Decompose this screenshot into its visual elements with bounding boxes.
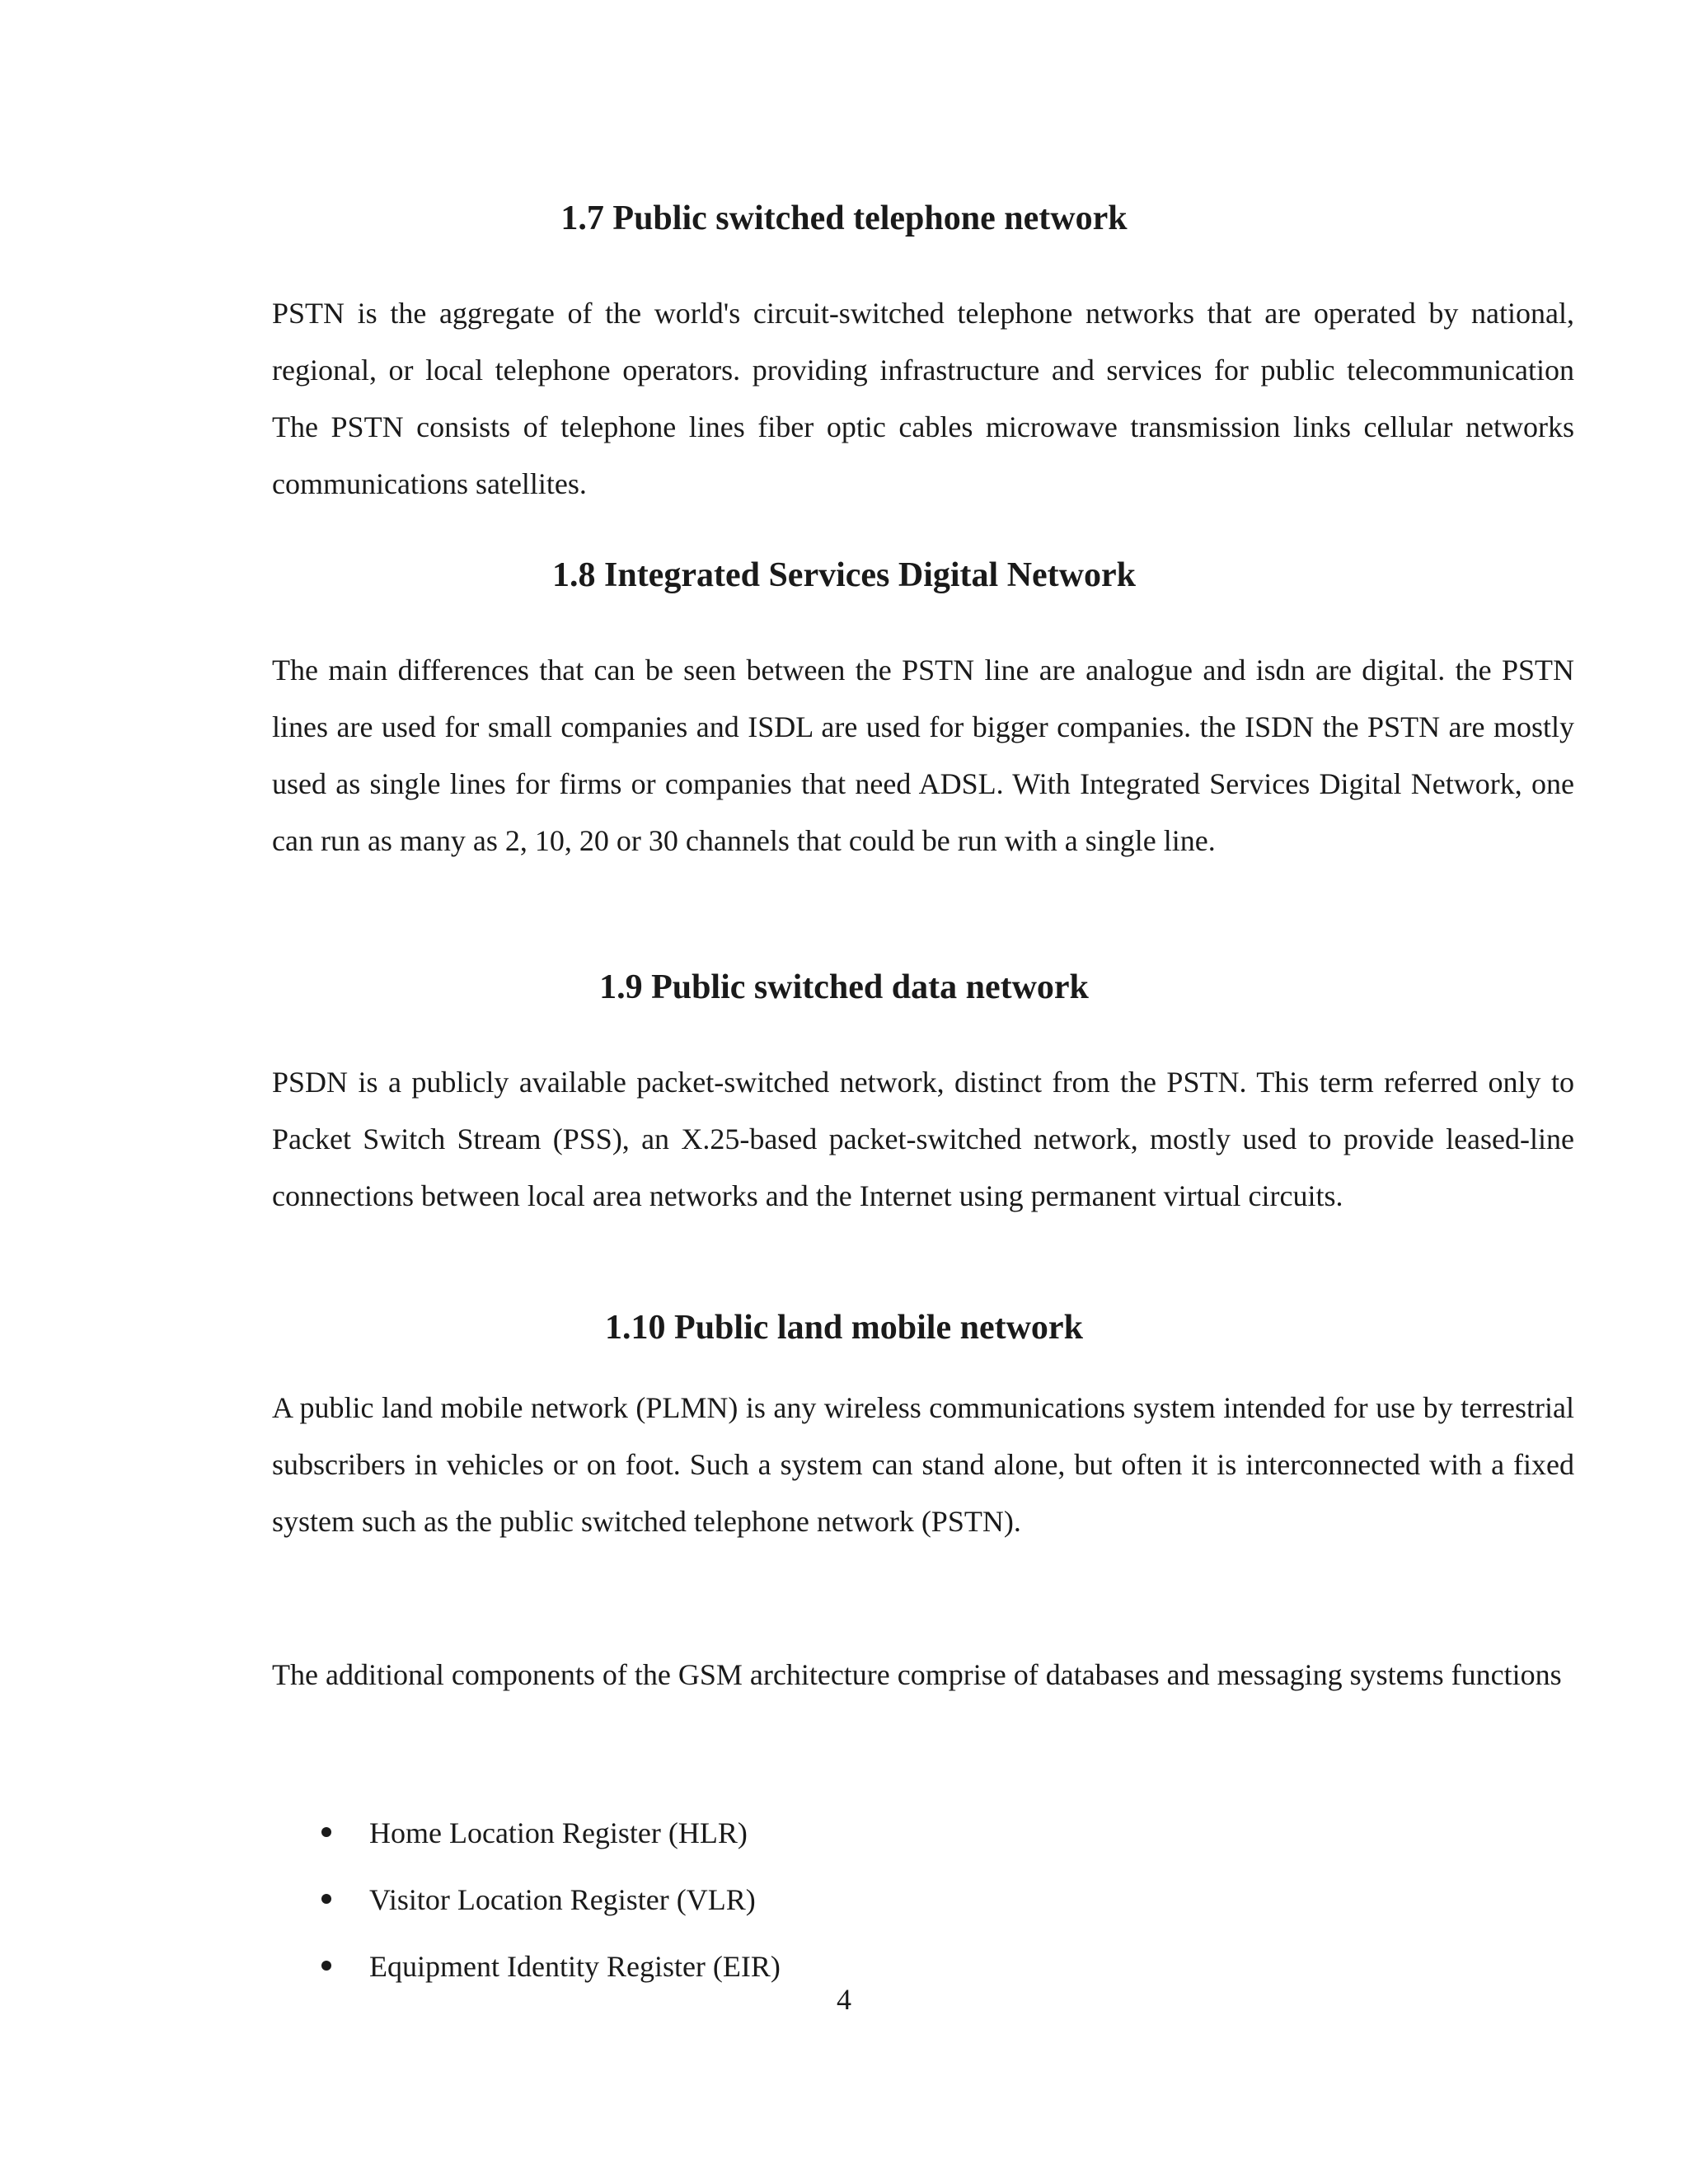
list-item-text: Equipment Identity Register (EIR) [369, 1950, 781, 1983]
section-heading-1-10: 1.10 Public land mobile network [605, 1309, 1083, 1347]
bullet-icon [321, 1961, 331, 1971]
page-number: 4 [837, 1983, 851, 2016]
section-heading-1-9: 1.9 Public switched data network [599, 968, 1089, 1006]
gsm-components-intro: The additional components of the GSM architecture comprise of databases and messaging systems functions [272, 1658, 1562, 1691]
bullet-icon [321, 1827, 331, 1837]
section-heading-1-7: 1.7 Public switched telephone network [560, 199, 1128, 237]
list-item-text: Visitor Location Register (VLR) [369, 1883, 756, 1916]
section-body-1-8: The main differences that can be seen between the PSTN line are analogue and isdn are digital. the PSTN lines are used for small companies and ISDL are used for bigger companies. the ISDN the PSTN are mostly used as single lines for firms or companies that need ADSL. With Integrated Services Digital Network, one can run as many as 2, 10, 20 or 30 channels that could be run with a single line. [272, 654, 1574, 857]
section-body-1-7: PSTN is the aggregate of the world's circuit-switched telephone networks that are operated by national, regional, or local telephone operators. providing infrastructure and services for public telecommunication The PSTN consists of telephone lines fiber optic cables microwave transmission links cellular networks communications satellites. [272, 297, 1574, 500]
list-item-text: Home Location Register (HLR) [369, 1816, 748, 1849]
section-body-1-9: PSDN is a publicly available packet-switched network, distinct from the PSTN. This term referred only to Packet Switch Stream (PSS), an X.25-based packet-switched network, mostly used to provide leased-line connections between local area networks and the Internet using permanent virtual circuits. [272, 1066, 1574, 1212]
section-body-1-10: A public land mobile network (PLMN) is any wireless communications system intended for use by terrestrial subscribers in vehicles or on foot. Such a system can stand alone, but often it is interconnected with a fixed system such as the public switched telephone network (PSTN). [272, 1391, 1574, 1538]
section-heading-1-8: 1.8 Integrated Services Digital Network [551, 556, 1136, 594]
bullet-icon [321, 1894, 331, 1904]
